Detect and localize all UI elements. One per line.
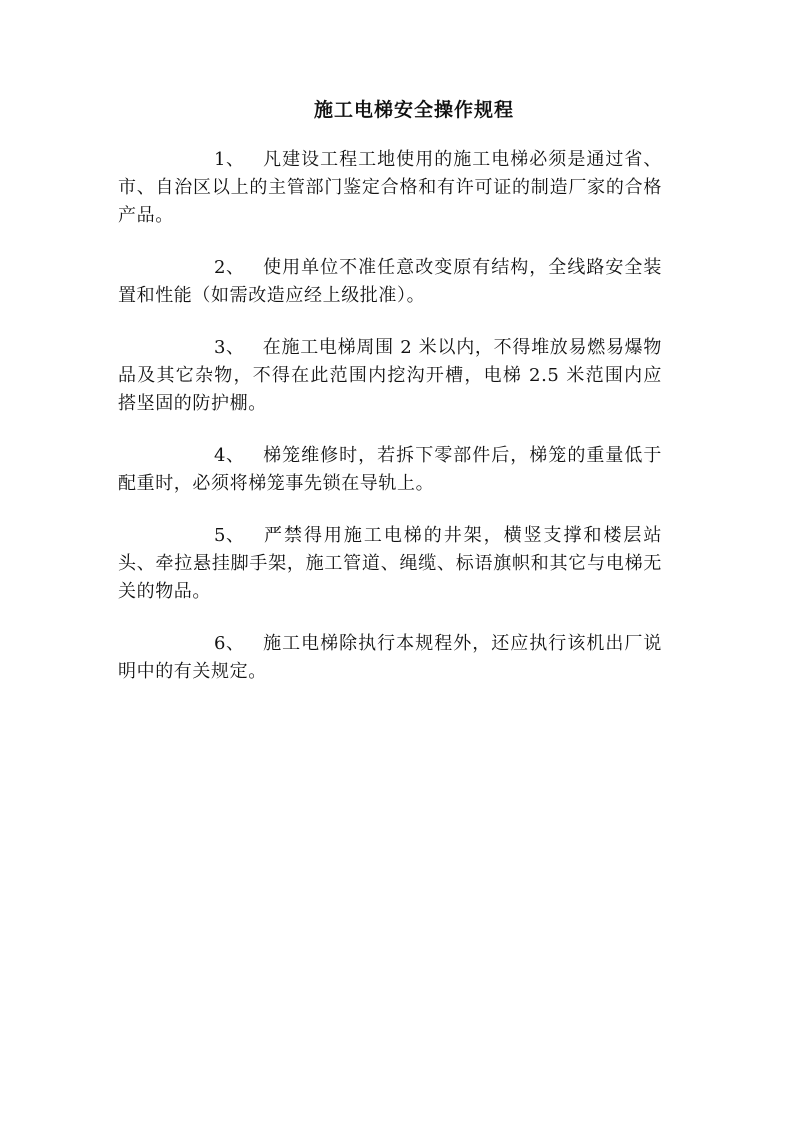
list-item xyxy=(118,630,662,686)
item-number: 6、 xyxy=(214,633,245,654)
item-number: 1、 xyxy=(214,149,245,170)
item-text: 使用单位不准任意改变原有结构，全线路安全装置和性能（如需改造应经上级批准）。 xyxy=(118,257,662,306)
list-item xyxy=(118,146,662,230)
list-item xyxy=(118,522,662,606)
item-number: 4、 xyxy=(214,445,245,466)
item-text: 在施工电梯周围 2 米以内，不得堆放易燃易爆物品及其它杂物，不得在此范围内挖沟开槽，电梯 2.5 米范围内应搭坚固的防护棚。 xyxy=(118,337,662,414)
item-number: 2、 xyxy=(214,257,245,278)
item-number: 5、 xyxy=(214,525,245,546)
item-text: 凡建设工程工地使用的施工电梯必须是通过省、市、自治区以上的主管部门鉴定合格和有许可证的制造厂家的合格产品。 xyxy=(118,149,662,226)
item-text: 梯笼维修时，若拆下零部件后，梯笼的重量低于配重时，必须将梯笼事先锁在导轨上。 xyxy=(118,445,662,494)
item-number: 3、 xyxy=(214,337,245,358)
document-title: 施工电梯安全操作规程 xyxy=(313,99,514,121)
list-item xyxy=(118,254,662,310)
list-item xyxy=(118,442,662,498)
item-text: 严禁得用施工电梯的井架，横竖支撑和楼层站头、牵拉悬挂脚手架，施工管道、绳缆、标语旗帜和其它与电梯无关的物品。 xyxy=(118,525,662,602)
list-item xyxy=(118,334,662,418)
document-body xyxy=(118,146,662,710)
item-text: 施工电梯除执行本规程外，还应执行该机出厂说明中的有关规定。 xyxy=(118,633,662,682)
